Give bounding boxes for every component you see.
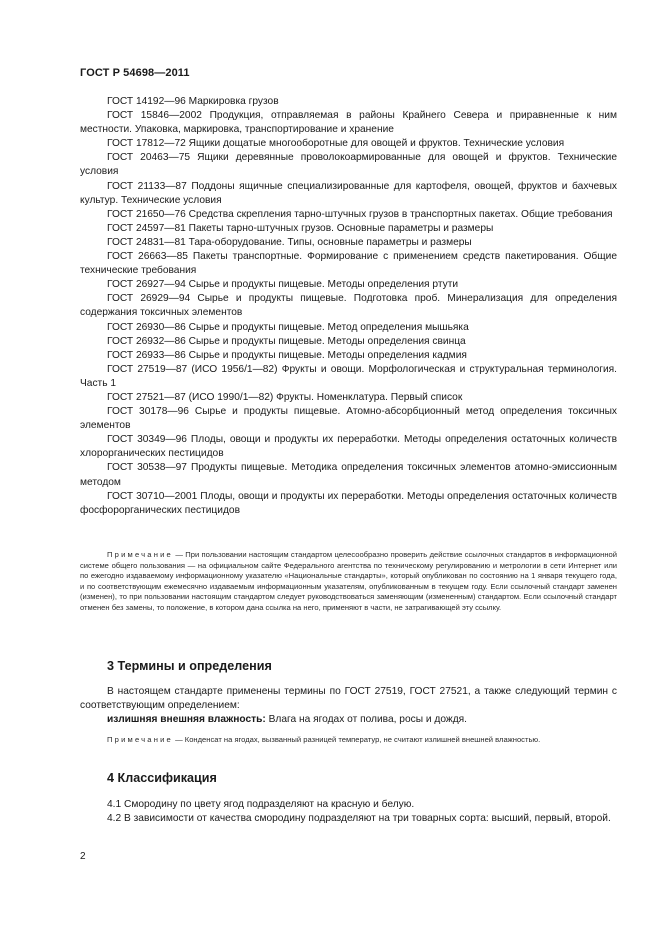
reference-item: ГОСТ 27521—87 (ИСО 1990/1—82) Фрукты. Номенклатура. Первый список (107, 391, 463, 403)
reference-item: ГОСТ 21133—87 Поддоны ящичные специализированные для картофеля, овощей, фруктов и бахчевых культур. Технические условия (80, 180, 617, 206)
reference-item: ГОСТ 30710—2001 Плоды, овощи и продукты их переработки. Методы определения остаточных количеств фосфорорганических пестицидов (80, 490, 617, 516)
reference-item: ГОСТ 20463—75 Ящики деревянные проволокоармированные для овощей и фруктов. Технические условия (80, 152, 617, 178)
reference-item: ГОСТ 30178—96 Сырье и продукты пищевые. Атомно-абсорбционный метод определения токсичных элементов (80, 406, 617, 432)
term-definition (80, 713, 617, 727)
section-3-note (80, 735, 617, 746)
note-text: — При пользовании настоящим стандартом целесообразно проверить действие ссылочных стандартов в информационной системе общего пользования — на официальном сайте Федерального агентства по техническому регулированию и метрологии в сети Интернет или по ежегодно издаваемому информационному указателю «Национальные стандарты», который опубликован по состоянию на 1 января текущего года, и по соответствующим ежемесячно издаваемым информационным указателям, опубликованным в текущем году. Если ссылочный стандарт заменен (изменен), то при пользовании настоящим стандартом следует руководствоваться заменяющим (измененным) стандартом. Если ссылочный стандарт отменен без замены, то положение, в котором дана ссылка на него, применяют в части, не затрагивающей эту ссылку. (80, 550, 617, 612)
reference-item: ГОСТ 14192—96 Маркировка грузов (107, 96, 279, 107)
section-4-title: 4 Классификация (107, 771, 217, 785)
note-label: Примечание (107, 550, 173, 559)
reference-item: ГОСТ 26663—85 Пакеты транспортные. Формирование с применением средств пакетирования. Общие технические требования (80, 251, 617, 277)
reference-item: ГОСТ 27519—87 (ИСО 1956/1—82) Фрукты и овощи. Морфологическая и структуральная терминология. Часть 1 (80, 363, 617, 389)
document-code-header: ГОСТ Р 54698—2011 (80, 67, 190, 79)
section-3-intro: В настоящем стандарте применены термины по ГОСТ 27519, ГОСТ 27521, а также следующий термин с соответствующим определением: (80, 686, 617, 712)
normative-references-list (80, 95, 617, 518)
reference-item: ГОСТ 21650—76 Средства скрепления тарно-штучных грузов в транспортных пакетах. Общие требования (107, 208, 613, 220)
reference-item: ГОСТ 15846—2002 Продукция, отправляемая в районы Крайнего Севера и приравненные к ним местности. Упаковка, маркировка, транспортирование и хранение (80, 110, 617, 136)
reference-item: ГОСТ 30349—96 Плоды, овощи и продукты их переработки. Методы определения остаточных количеств хлорорганических пестицидов (80, 434, 617, 460)
term-text: Влага на ягодах от полива, росы и дождя. (268, 714, 467, 726)
references-note (80, 550, 617, 614)
note-label: Примечание (107, 735, 173, 744)
note-text: — Конденсат на ягодах, вызванный разницей температур, не считают излишней внешней влажностью. (175, 735, 541, 744)
term-name: излишняя внешняя влажность: (107, 714, 266, 726)
reference-item: ГОСТ 26929—94 Сырье и продукты пищевые. Подготовка проб. Минерализация для определения содержания токсичных элементов (80, 293, 617, 319)
reference-item: ГОСТ 26932—86 Сырье и продукты пищевые. Методы определения свинца (107, 335, 466, 347)
section-3-title: 3 Термины и определения (107, 659, 272, 673)
reference-item: ГОСТ 26933—86 Сырье и продукты пищевые. Методы определения кадмия (107, 349, 467, 361)
clause-4-1: 4.1 Смородину по цвету ягод подразделяют на красную и белую. (107, 799, 415, 810)
section-3-body (80, 685, 617, 727)
reference-item: ГОСТ 24831—81 Тара-оборудование. Типы, основные параметры и размеры (107, 236, 472, 248)
reference-item: ГОСТ 26930—86 Сырье и продукты пищевые. Метод определения мышьяка (107, 321, 469, 333)
clause-4-2: 4.2 В зависимости от качества смородину подразделяют на три товарных сорта: высший, первый, второй. (107, 813, 611, 825)
reference-item: ГОСТ 17812—72 Ящики дощатые многооборотные для овощей и фруктов. Технические условия (107, 138, 565, 150)
section-4-body (80, 798, 617, 826)
reference-item: ГОСТ 30538—97 Продукты пищевые. Методика определения токсичных элементов атомно-эмиссионным методом (80, 462, 617, 488)
page-number: 2 (80, 851, 86, 862)
reference-item: ГОСТ 24597—81 Пакеты тарно-штучных грузов. Основные параметры и размеры (107, 222, 494, 234)
reference-item: ГОСТ 26927—94 Сырье и продукты пищевые. Методы определения ртути (107, 279, 459, 291)
